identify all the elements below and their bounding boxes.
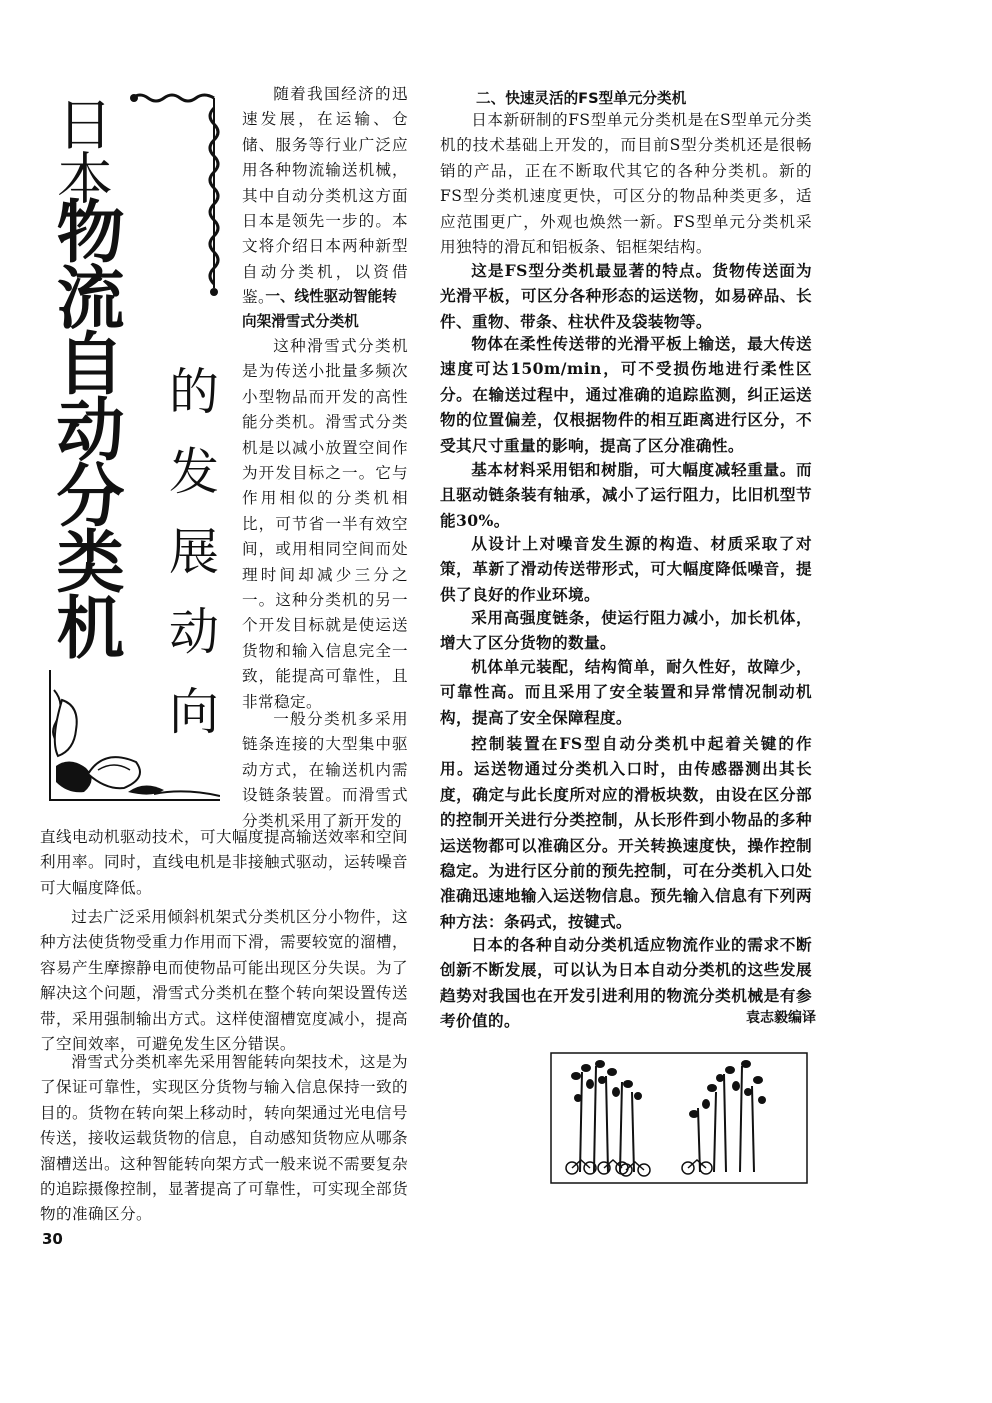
left-paragraph-4: 滑雪式分类机率先采用智能转向架技术，这是为了保证可靠性，实现区分货物与输入信息保持一致的目的。货物在转向架上移动时，转向架通过光电信号传送，接收运载货物的信息，自动感知货物应从哪条溜槽送出。这种智能转向架方式一般来说不需要复杂的追踪摄像控制，显著提高了可靠性，可实现全部货物的准确区分。 bbox=[40, 1053, 408, 1224]
author-credit: 袁志毅编译 bbox=[746, 1010, 816, 1026]
vine-ornament-bottom-icon bbox=[44, 670, 220, 820]
right-paragraph-3: 物体在柔性传送带的光滑平板上输送，最大传送速度可达150m/min，可不受损伤地进行柔性区分。在输送过程中，通过准确的追踪监测，纠正运送物的位置偏差，仅根据物件的相互距离进行区分，不受其尺寸重量的影响，提高了区分准确性。 bbox=[440, 334, 812, 455]
vine-ornament-top-icon bbox=[128, 88, 224, 298]
left-paragraph-3: 过去广泛采用倾斜机架式分类机区分小物件，这种方法使货物受重力作用而下滑，需要较宽的溜槽，容易产生摩擦静电而使物品可能出现区分失误。为了解决这个问题，滑雪式分类机在整个转向架设置传送带，采用强制输出方式。这样使溜槽宽度减小，提高了空间效率，可避免发生区分错误。 bbox=[40, 908, 408, 1054]
section-heading-1: 一、线性驱动智能转向架滑雪式分类机 bbox=[242, 288, 397, 331]
right-paragraph-4: 基本材料采用铝和树脂，可大幅度减轻重量。而且驱动链条装有轴承，减小了运行阻力，比旧机型节能30%。 bbox=[440, 460, 812, 530]
left-paragraph-2a: 一般分类机多采用链条连接的大型集中驱动方式，在输送机内需设链条装置。而滑雪式分类机采用了新开发的 bbox=[242, 710, 408, 830]
right-paragraph-2: 这是FS型分类机最显著的特点。货物传送面为光滑平板，可区分各种形态的运送物，如易碎品、长件、重物、带条、柱状件及袋装物等。 bbox=[440, 261, 812, 331]
right-paragraph-9: 日本的各种自动分类机适应物流作业的需求不断创新不断发展，可以认为日本自动分类机的这些发展趋势对我国也在开发引进利用的物流分类机械是有参考价值的。 bbox=[440, 935, 812, 1031]
title-line-3: 的发展动向 bbox=[161, 365, 219, 765]
title-line-2: 物流自动分类机 bbox=[45, 196, 124, 658]
trees-and-bicycles-icon bbox=[550, 1052, 808, 1184]
right-paragraph-7: 机体单元装配，结构简单，耐久性好，故障少，可靠性高。而且采用了安全装置和异常情况制动机构，提高了安全保障程度。 bbox=[440, 657, 812, 727]
right-paragraph-5: 从设计上对噪音发生源的构造、材质采取了对策，革新了滑动传送带形式，可大幅度降低噪音，提供了良好的作业环境。 bbox=[440, 534, 812, 604]
left-paragraph-2b: 直线电动机驱动技术，可大幅度提高输送效率和空间利用率。同时，直线电机是非接触式驱动，运转噪音可大幅度降低。 bbox=[40, 828, 408, 897]
intro-paragraph: 随着我国经济的迅速发展，在运输、仓储、服务等行业广泛应用各种物流输送机械，其中自动分类机这方面日本是领先一步的。本文将介绍日本两种新型自动分类机，以资借鉴。 bbox=[242, 85, 408, 307]
left-paragraph-1: 这种滑雪式分类机是为传送小批量多频次小型物品而开发的高性能分类机。滑雪式分类机是以减小放置空间作为开发目标之一。它与作用相似的分类机相比，可节省一半有效空间，或用相同空间而处理时间却减少三分之一。这种分类机的另一个开发目标就是使运送货物和输入信息完全一致，能提高可靠性，且非常稳定。 bbox=[242, 337, 408, 711]
title-line-1: 日本 bbox=[48, 95, 113, 203]
right-paragraph-6: 采用高强度链条，使运行阻力减小，加长机体，增大了区分货物的数量。 bbox=[440, 608, 812, 653]
right-paragraph-8: 控制装置在FS型自动分类机中起着关键的作用。运送物通过分类机入口时，由传感器测出其长度，确定与此长度所对应的滑板块数，由设在区分部的控制开关进行分类控制，从长形件到小物品的多种运送物都可以准确区分。开关转换速度快，操作控制稳定。为进行区分前的预先控制，可在分类机入口处准确迅速地输入运送物信息。预先输入信息有下列两种方法：条码式，按键式。 bbox=[440, 734, 812, 931]
section-heading-2: 二、快速灵活的FS型单元分类机 bbox=[476, 90, 687, 107]
page-number: 30 bbox=[42, 1230, 63, 1248]
right-paragraph-1: 日本新研制的FS型单元分类机是在S型单元分类机的技术基础上开发的，而目前S型分类机还是很畅销的产品，正在不断取代其它的各种分类机。新的FS型分类机速度更快，可区分的物品种类更多，适应范围更广，外观也焕然一新。FS型单元分类机采用独特的滑瓦和铝板条、铝框架结构。 bbox=[440, 111, 812, 257]
